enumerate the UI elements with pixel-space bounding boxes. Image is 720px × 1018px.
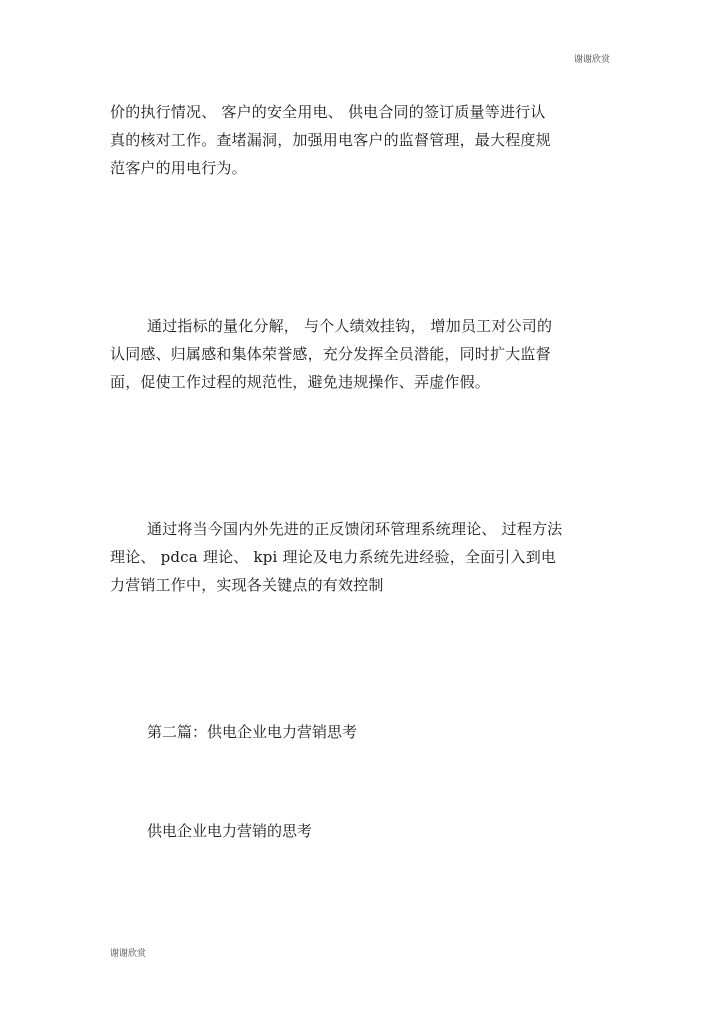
paragraph-line: 真的核对工作。查堵漏洞，加强用电客户的监督管理，最大程度规 (110, 131, 551, 149)
paragraph-line: 价的执行情况、 客户的安全用电、 供电合同的签订质量等进行认 (110, 103, 546, 121)
footer-note: 谢谢欣赏 (110, 949, 147, 959)
paragraph-2 (110, 312, 610, 396)
header-note: 谢谢欣赏 (573, 55, 610, 65)
paragraph-line: 力营销工作中，实现各关键点的有效控制 (110, 576, 384, 594)
paragraph-line: 通过指标的量化分解， 与个人绩效挂钩， 增加员工对公司的 (147, 317, 553, 335)
paragraph-line: 认同感、归属感和集体荣誉感，充分发挥全员潜能，同时扩大监督 (110, 345, 551, 363)
paragraph-line: 面，促使工作过程的规范性，避免违规操作、弄虚作假。 (110, 373, 491, 391)
paragraph-3 (110, 515, 610, 599)
chapter-heading: 第二篇：供电企业电力营销思考 (147, 723, 358, 741)
paragraph-1 (110, 98, 610, 182)
paragraph-line: 范客户的用电行为。 (110, 159, 247, 177)
paragraph-line: 通过将当今国内外先进的正反馈闭环管理系统理论、 过程方法 (147, 520, 563, 538)
paragraph-line: 理论、 pdca 理论、 kpi 理论及电力系统先进经验，全面引入到电 (110, 548, 557, 566)
section-subtitle: 供电企业电力营销的思考 (147, 822, 313, 840)
